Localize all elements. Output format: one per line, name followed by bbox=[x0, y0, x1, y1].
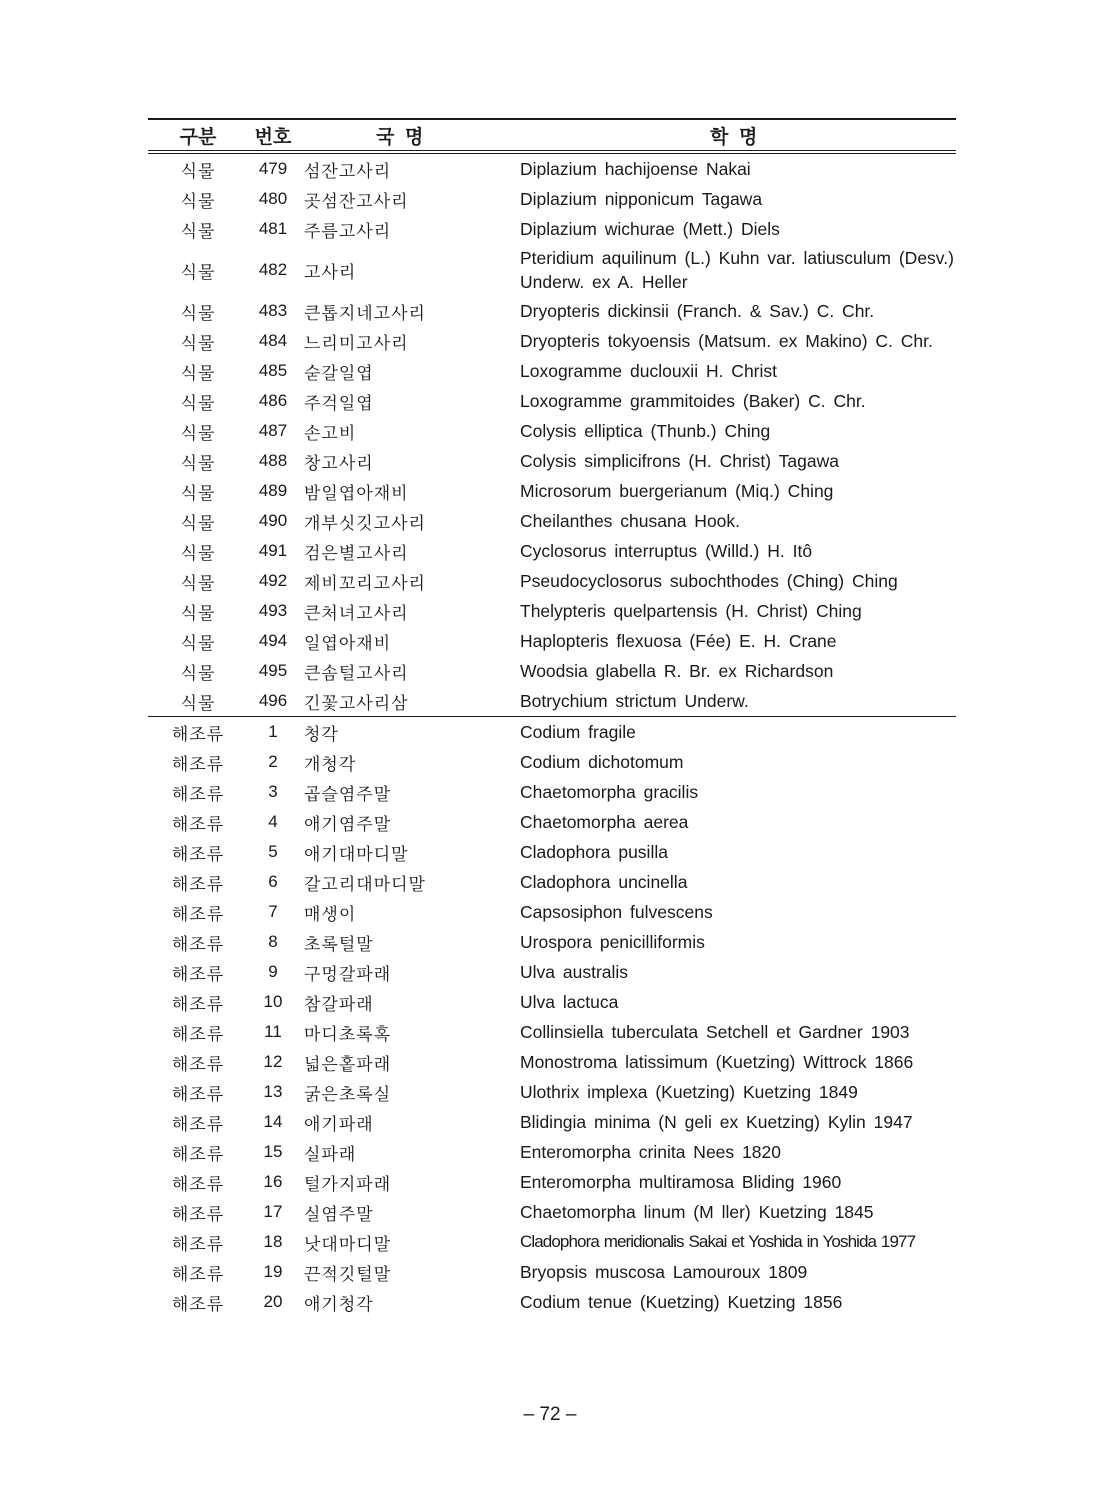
category-cell: 식물 bbox=[180, 221, 216, 242]
scientific-name-cell: Blidingia minima (N geli ex Kuetzing) Kylin 1947 bbox=[520, 1112, 913, 1132]
scientific-name-cell: Woodsia glabella R. Br. ex Richardson bbox=[520, 661, 834, 681]
species-table bbox=[148, 118, 956, 1317]
number-cell: 18 bbox=[263, 1232, 283, 1251]
header-row bbox=[148, 119, 956, 152]
table-row bbox=[148, 152, 956, 184]
number-cell: 12 bbox=[263, 1052, 283, 1071]
category-cell: 해조류 bbox=[171, 814, 225, 835]
category-cell: 해조류 bbox=[171, 874, 225, 895]
korean-name-cell: 밤일엽아재비 bbox=[304, 483, 409, 504]
korean-name-cell: 긴꽃고사리삼 bbox=[304, 693, 409, 714]
scientific-name-cell: Codium fragile bbox=[520, 717, 956, 748]
category-cell: 해조류 bbox=[171, 1174, 225, 1195]
table-row bbox=[148, 1167, 956, 1197]
korean-name-cell: 검은별고사리 bbox=[304, 543, 409, 564]
scientific-name-cell: Collinsiella tuberculata Setchell et Gardner 1903 bbox=[520, 1022, 910, 1042]
table-row bbox=[148, 717, 956, 748]
korean-name-cell: 섬잔고사리 bbox=[304, 161, 392, 182]
number-cell: 487 bbox=[258, 421, 288, 440]
scientific-name-cell: Capsosiphon fulvescens bbox=[520, 902, 713, 922]
category-cell: 해조류 bbox=[171, 754, 225, 775]
korean-name-cell: 애기파래 bbox=[304, 1114, 374, 1135]
header-scientific-name: 학 명 bbox=[520, 119, 956, 152]
korean-name-cell: 털가지파래 bbox=[304, 1174, 392, 1195]
category-cell: 해조류 bbox=[171, 1054, 225, 1075]
korean-name-cell: 초록털말 bbox=[304, 934, 374, 955]
category-cell: 식물 bbox=[180, 483, 216, 504]
scientific-name-cell: Pseudocyclosorus subochthodes (Ching) Ching bbox=[520, 571, 898, 591]
korean-name-cell: 큰톱지네고사리 bbox=[304, 303, 426, 324]
table-row bbox=[148, 296, 956, 326]
number-cell: 4 bbox=[268, 812, 278, 831]
category-cell: 해조류 bbox=[171, 1114, 225, 1135]
scientific-name-cell: Colysis simplicifrons (H. Christ) Tagawa bbox=[520, 451, 839, 471]
number-cell: 489 bbox=[258, 481, 288, 500]
korean-name-cell: 굵은초록실 bbox=[304, 1084, 392, 1105]
header-category: 구분 bbox=[148, 119, 248, 152]
number-cell: 3 bbox=[268, 782, 278, 801]
number-cell: 480 bbox=[258, 189, 288, 208]
scientific-name-cell: Colysis elliptica (Thunb.) Ching bbox=[520, 421, 771, 441]
korean-name-cell: 애기염주말 bbox=[304, 814, 392, 835]
table-row bbox=[148, 626, 956, 656]
category-cell: 식물 bbox=[180, 573, 216, 594]
number-cell: 490 bbox=[258, 511, 288, 530]
category-cell: 해조류 bbox=[171, 1294, 225, 1315]
korean-name-cell: 갈고리대마디말 bbox=[304, 874, 426, 895]
number-cell: 16 bbox=[263, 1172, 283, 1191]
category-cell: 식물 bbox=[180, 191, 216, 212]
number-cell: 6 bbox=[268, 872, 278, 891]
category-cell: 식물 bbox=[180, 543, 216, 564]
number-cell: 491 bbox=[258, 541, 288, 560]
number-cell: 9 bbox=[268, 962, 278, 981]
category-cell: 식물 bbox=[180, 453, 216, 474]
scientific-name-cell: Enteromorpha crinita Nees 1820 bbox=[520, 1142, 781, 1162]
table-row bbox=[148, 777, 956, 807]
korean-name-cell: 큰처녀고사리 bbox=[304, 603, 409, 624]
number-cell: 484 bbox=[258, 331, 288, 350]
scientific-name-cell: Pteridium aquilinum (L.) Kuhn var. latiusculum (Desv.) Underw. ex A. Heller bbox=[520, 248, 954, 292]
table-row bbox=[148, 1047, 956, 1077]
number-cell: 488 bbox=[258, 451, 288, 470]
korean-name-cell: 창고사리 bbox=[304, 453, 374, 474]
table-row bbox=[148, 656, 956, 686]
table-row bbox=[148, 566, 956, 596]
scientific-name-cell: Enteromorpha multiramosa Bliding 1960 bbox=[520, 1172, 842, 1192]
scientific-name-cell: Ulva australis bbox=[520, 962, 629, 982]
category-cell: 식물 bbox=[180, 693, 216, 714]
korean-name-cell: 개부싯깃고사리 bbox=[304, 513, 426, 534]
scientific-name-cell: Cheilanthes chusana Hook. bbox=[520, 511, 741, 531]
number-cell: 496 bbox=[258, 691, 288, 710]
number-cell: 483 bbox=[258, 301, 288, 320]
scientific-name-cell: Haplopteris flexuosa (Fée) E. H. Crane bbox=[520, 631, 837, 651]
table-row bbox=[148, 1077, 956, 1107]
scientific-name-cell: Monostroma latissimum (Kuetzing) Wittrock 1866 bbox=[520, 1052, 914, 1072]
table-row bbox=[148, 476, 956, 506]
category-cell: 식물 bbox=[180, 333, 216, 354]
table-row bbox=[148, 244, 956, 296]
category-cell: 식물 bbox=[180, 633, 216, 654]
number-cell: 495 bbox=[258, 661, 288, 680]
korean-name-cell: 낫대마디말 bbox=[304, 1234, 392, 1255]
number-cell: 494 bbox=[258, 631, 288, 650]
number-cell: 20 bbox=[263, 1292, 283, 1311]
scientific-name-cell: Diplazium nipponicum Tagawa bbox=[520, 189, 763, 209]
korean-name-cell: 숟갈일엽 bbox=[304, 363, 374, 384]
korean-name-cell: 애기대마디말 bbox=[304, 844, 409, 865]
table-row bbox=[148, 356, 956, 386]
number-cell: 19 bbox=[263, 1262, 283, 1281]
number-cell: 481 bbox=[258, 219, 288, 238]
category-cell: 식물 bbox=[180, 393, 216, 414]
scientific-name-cell: Cladophora pusilla bbox=[520, 842, 668, 862]
category-cell: 식물 bbox=[180, 303, 216, 324]
korean-name-cell: 청각 bbox=[298, 717, 520, 748]
korean-name-cell: 마디초록혹 bbox=[304, 1024, 392, 1045]
korean-name-cell: 주걱일엽 bbox=[304, 393, 374, 414]
korean-name-cell: 고사리 bbox=[304, 262, 357, 283]
scientific-name-cell: Cladophora meridionalis Sakai et Yoshida in Yoshida 1977 bbox=[520, 1232, 916, 1251]
korean-name-cell: 곳섬잔고사리 bbox=[304, 191, 409, 212]
korean-name-cell: 곱슬염주말 bbox=[304, 784, 392, 805]
korean-name-cell: 매생이 bbox=[304, 904, 357, 925]
scientific-name-cell: Thelypteris quelpartensis (H. Christ) Ching bbox=[520, 601, 862, 621]
header-korean-name: 국 명 bbox=[298, 119, 520, 152]
korean-name-cell: 손고비 bbox=[304, 423, 357, 444]
korean-name-cell: 넓은홑파래 bbox=[304, 1054, 392, 1075]
table-header bbox=[148, 119, 956, 152]
category-cell: 해조류 bbox=[171, 964, 225, 985]
scientific-name-cell: Diplazium wichurae (Mett.) Diels bbox=[520, 219, 780, 239]
scientific-name-cell: Cladophora uncinella bbox=[520, 872, 688, 892]
table-row bbox=[148, 837, 956, 867]
korean-name-cell: 느리미고사리 bbox=[304, 333, 409, 354]
korean-name-cell: 실염주말 bbox=[304, 1204, 374, 1225]
korean-name-cell: 주름고사리 bbox=[304, 221, 392, 242]
number-cell: 7 bbox=[268, 902, 278, 921]
number-cell: 5 bbox=[268, 842, 278, 861]
category-cell: 식물 bbox=[180, 161, 216, 182]
category-cell: 해조류 bbox=[171, 1234, 225, 1255]
category-cell: 식물 bbox=[180, 603, 216, 624]
number-cell: 479 bbox=[258, 159, 288, 178]
korean-name-cell: 끈적깃털말 bbox=[304, 1264, 392, 1285]
korean-name-cell: 실파래 bbox=[304, 1144, 357, 1165]
category-cell: 식물 bbox=[180, 423, 216, 444]
scientific-name-cell: Loxogramme duclouxii H. Christ bbox=[520, 361, 778, 381]
number-cell: 10 bbox=[263, 992, 283, 1011]
scientific-name-cell: Botrychium strictum Underw. bbox=[520, 691, 749, 711]
scientific-name-cell: Codium tenue (Kuetzing) Kuetzing 1856 bbox=[520, 1292, 843, 1312]
scientific-name-cell: Dryopteris dickinsii (Franch. & Sav.) C. Chr. bbox=[520, 301, 875, 321]
category-cell: 식물 bbox=[180, 262, 216, 283]
korean-name-cell: 참갈파래 bbox=[304, 994, 374, 1015]
scientific-name-cell: Chaetomorpha gracilis bbox=[520, 782, 699, 802]
category-cell: 해조류 bbox=[171, 934, 225, 955]
number-cell: 493 bbox=[258, 601, 288, 620]
number-cell: 8 bbox=[268, 932, 278, 951]
category-cell: 식물 bbox=[180, 663, 216, 684]
number-cell: 482 bbox=[258, 260, 288, 279]
category-cell: 해조류 bbox=[171, 1024, 225, 1045]
korean-name-cell: 제비꼬리고사리 bbox=[304, 573, 426, 594]
category-cell: 해조류 bbox=[171, 904, 225, 925]
scientific-name-cell: Codium dichotomum bbox=[520, 752, 684, 772]
korean-name-cell: 일엽아재비 bbox=[304, 633, 392, 654]
scientific-name-cell: Chaetomorpha aerea bbox=[520, 812, 689, 832]
table-row bbox=[148, 987, 956, 1017]
table-row bbox=[148, 184, 956, 214]
number-cell: 492 bbox=[258, 571, 288, 590]
number-cell: 1 bbox=[248, 717, 298, 748]
table-row bbox=[148, 326, 956, 356]
korean-name-cell: 애기청각 bbox=[304, 1294, 374, 1315]
scientific-name-cell: Diplazium hachijoense Nakai bbox=[520, 159, 751, 179]
table-row bbox=[148, 897, 956, 927]
table-row bbox=[148, 1107, 956, 1137]
table-row bbox=[148, 747, 956, 777]
table-row bbox=[148, 1257, 956, 1287]
scientific-name-cell: Bryopsis muscosa Lamouroux 1809 bbox=[520, 1262, 808, 1282]
header-number: 번호 bbox=[248, 119, 298, 152]
number-cell: 15 bbox=[263, 1142, 283, 1161]
number-cell: 2 bbox=[268, 752, 278, 771]
table-row bbox=[148, 1137, 956, 1167]
category-cell: 식물 bbox=[180, 363, 216, 384]
scientific-name-cell: Dryopteris tokyoensis (Matsum. ex Makino) C. Chr. bbox=[520, 331, 933, 351]
korean-name-cell: 개청각 bbox=[304, 754, 357, 775]
table-row bbox=[148, 386, 956, 416]
category-cell: 식물 bbox=[180, 513, 216, 534]
korean-name-cell: 구멍갈파래 bbox=[304, 964, 392, 985]
category-cell: 해조류 bbox=[171, 994, 225, 1015]
table-row bbox=[148, 957, 956, 987]
scientific-name-cell: Ulva lactuca bbox=[520, 992, 619, 1012]
table-row bbox=[148, 596, 956, 626]
table-body bbox=[148, 152, 956, 1317]
table-row bbox=[148, 1227, 956, 1257]
table-row bbox=[148, 214, 956, 244]
table-row bbox=[148, 446, 956, 476]
category-cell: 해조류 bbox=[171, 1084, 225, 1105]
table-row bbox=[148, 807, 956, 837]
table-row bbox=[148, 1287, 956, 1317]
table-row bbox=[148, 1017, 956, 1047]
table-row bbox=[148, 1197, 956, 1227]
table-row bbox=[148, 536, 956, 566]
table-row bbox=[148, 867, 956, 897]
page-number: – 72 – bbox=[523, 1404, 577, 1425]
table-row bbox=[148, 416, 956, 446]
korean-name-cell: 큰솜털고사리 bbox=[304, 663, 409, 684]
category-cell: 해조류 bbox=[171, 1204, 225, 1225]
scientific-name-cell: Microsorum buergerianum (Miq.) Ching bbox=[520, 481, 834, 501]
number-cell: 17 bbox=[263, 1202, 283, 1221]
number-cell: 485 bbox=[258, 361, 288, 380]
number-cell: 11 bbox=[264, 1022, 282, 1041]
category-cell: 해조류 bbox=[171, 1144, 225, 1165]
scientific-name-cell: Chaetomorpha linum (M ller) Kuetzing 1845 bbox=[520, 1202, 874, 1222]
category-cell: 해조류 bbox=[171, 1264, 225, 1285]
category-cell: 해조류 bbox=[171, 784, 225, 805]
scientific-name-cell: Urospora penicilliformis bbox=[520, 932, 705, 952]
scientific-name-cell: Loxogramme grammitoides (Baker) C. Chr. bbox=[520, 391, 866, 411]
number-cell: 13 bbox=[263, 1082, 283, 1101]
number-cell: 14 bbox=[263, 1112, 283, 1131]
category-cell: 해조류 bbox=[148, 717, 248, 748]
scientific-name-cell: Ulothrix implexa (Kuetzing) Kuetzing 1849 bbox=[520, 1082, 858, 1102]
number-cell: 486 bbox=[258, 391, 288, 410]
scientific-name-cell: Cyclosorus interruptus (Willd.) H. Itô bbox=[520, 541, 813, 561]
species-list-page bbox=[148, 118, 956, 1317]
table-row bbox=[148, 927, 956, 957]
table-row bbox=[148, 686, 956, 717]
table-row bbox=[148, 506, 956, 536]
category-cell: 해조류 bbox=[171, 844, 225, 865]
